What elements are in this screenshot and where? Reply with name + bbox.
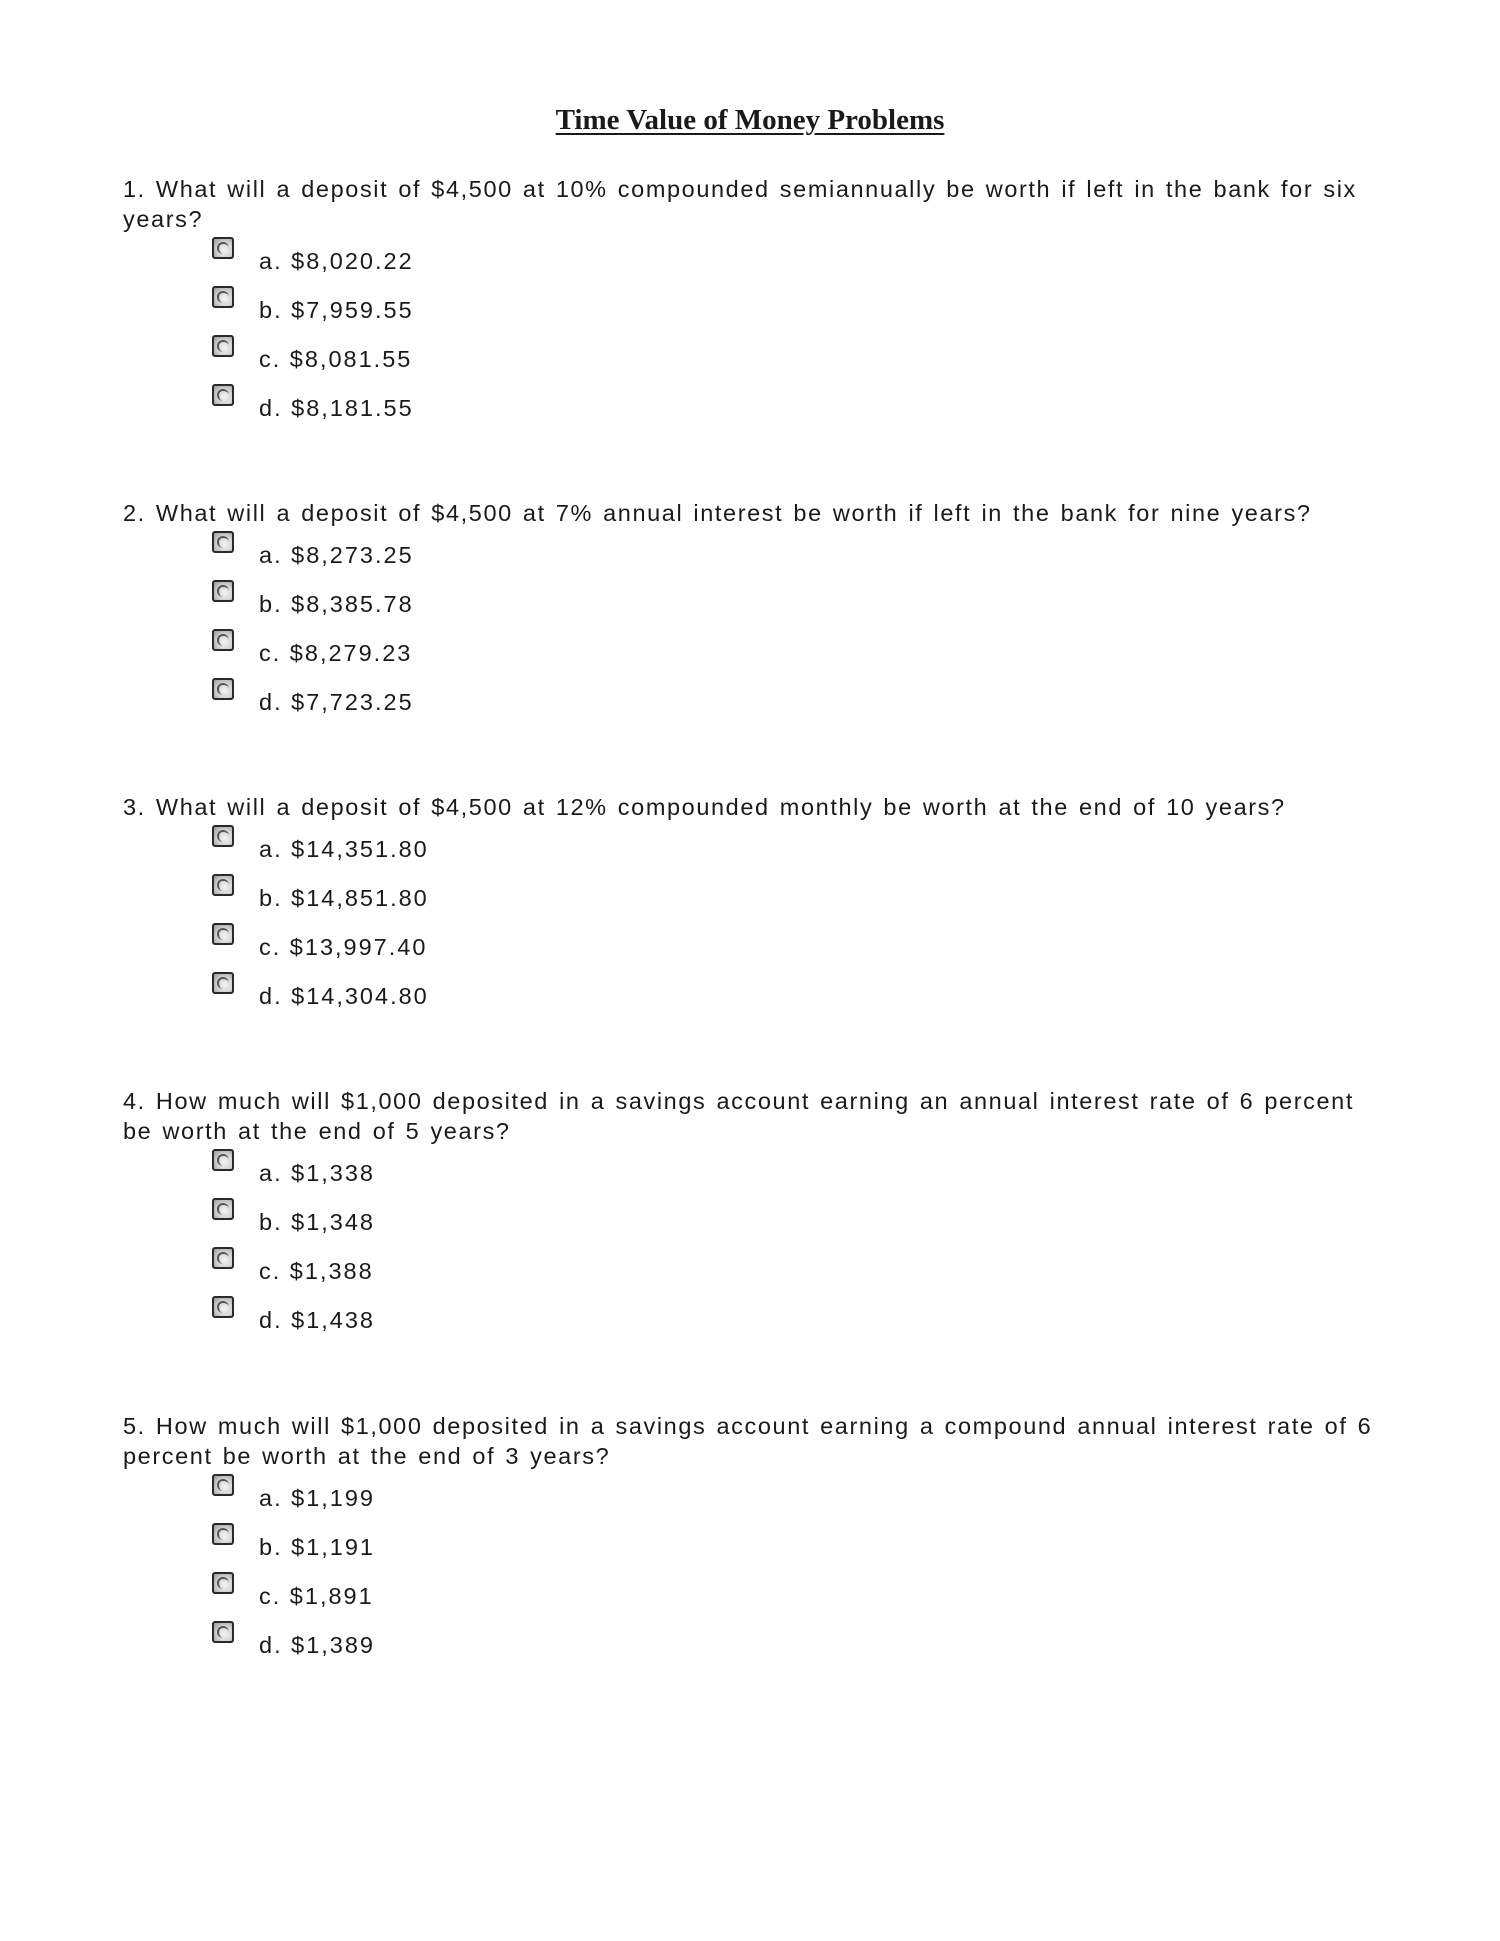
question-text: 4. How much will $1,000 deposited in a savings account earning an annual interest rate of 6 percent be worth at the end of 5 years? [123,1088,1354,1144]
option-label: d. $7,723.25 [259,689,414,715]
option-c[interactable] [212,1246,1383,1295]
option-a[interactable] [212,1473,1383,1522]
radio-button-icon[interactable] [212,531,234,553]
radio-button-icon[interactable] [212,237,234,259]
radio-button-icon[interactable] [212,1523,234,1545]
option-c[interactable] [212,922,1383,971]
radio-button-icon[interactable] [212,629,234,651]
option-b[interactable] [212,285,1383,334]
radio-button-icon[interactable] [212,1198,234,1220]
option-d[interactable] [212,677,1383,726]
option-label: a. $8,273.25 [259,542,414,568]
option-label: a. $8,020.22 [259,248,414,274]
answer-options [123,530,1383,726]
question-text: 2. What will a deposit of $4,500 at 7% annual interest be worth if left in the bank for nine years? [123,500,1312,526]
radio-button-icon[interactable] [212,874,234,896]
question-text: 1. What will a deposit of $4,500 at 10% compounded semiannually be worth if left in the bank for six years? [123,176,1357,232]
option-a[interactable] [212,824,1383,873]
option-d[interactable] [212,971,1383,1020]
option-label: d. $1,438 [259,1307,376,1333]
radio-button-icon[interactable] [212,1247,234,1269]
option-label: c. $1,891 [259,1583,374,1609]
option-d[interactable] [212,1620,1383,1669]
option-label: c. $13,997.40 [259,934,428,960]
question-3 [123,792,1383,1020]
option-label: d. $1,389 [259,1632,376,1658]
page-title: Time Value of Money Problems [555,104,945,136]
option-label: c. $8,081.55 [259,346,413,372]
option-d[interactable] [212,383,1383,432]
radio-button-icon[interactable] [212,1149,234,1171]
option-d[interactable] [212,1295,1383,1344]
option-label: b. $7,959.55 [259,297,414,323]
option-label: b. $14,851.80 [259,885,429,911]
question-5 [123,1411,1383,1669]
option-a[interactable] [212,1148,1383,1197]
question-2 [123,498,1383,726]
option-label: a. $1,199 [259,1485,376,1511]
option-a[interactable] [212,530,1383,579]
radio-button-icon[interactable] [212,678,234,700]
answer-options [123,1148,1383,1344]
option-a[interactable] [212,236,1383,285]
radio-button-icon[interactable] [212,1474,234,1496]
question-text: 3. What will a deposit of $4,500 at 12% compounded monthly be worth at the end of 10 years? [123,794,1286,820]
option-label: b. $1,191 [259,1534,376,1560]
option-label: a. $14,351.80 [259,836,429,862]
option-b[interactable] [212,873,1383,922]
option-b[interactable] [212,579,1383,628]
option-c[interactable] [212,628,1383,677]
option-c[interactable] [212,334,1383,383]
radio-button-icon[interactable] [212,384,234,406]
radio-button-icon[interactable] [212,286,234,308]
radio-button-icon[interactable] [212,1572,234,1594]
option-label: b. $8,385.78 [259,591,414,617]
option-b[interactable] [212,1197,1383,1246]
radio-button-icon[interactable] [212,825,234,847]
option-b[interactable] [212,1522,1383,1571]
question-1 [123,174,1383,432]
option-c[interactable] [212,1571,1383,1620]
radio-button-icon[interactable] [212,1296,234,1318]
option-label: b. $1,348 [259,1209,376,1235]
question-4 [123,1086,1383,1344]
radio-button-icon[interactable] [212,580,234,602]
answer-options [123,824,1383,1020]
radio-button-icon[interactable] [212,335,234,357]
answer-options [123,236,1383,432]
radio-button-icon[interactable] [212,923,234,945]
option-label: a. $1,338 [259,1160,376,1186]
question-text: 5. How much will $1,000 deposited in a savings account earning a compound annual interest rate of 6 percent be worth at the end of 3 years? [123,1413,1373,1469]
radio-button-icon[interactable] [212,1621,234,1643]
answer-options [123,1473,1383,1669]
radio-button-icon[interactable] [212,972,234,994]
option-label: c. $8,279.23 [259,640,413,666]
option-label: d. $14,304.80 [259,983,429,1009]
option-label: c. $1,388 [259,1258,374,1284]
option-label: d. $8,181.55 [259,395,414,421]
